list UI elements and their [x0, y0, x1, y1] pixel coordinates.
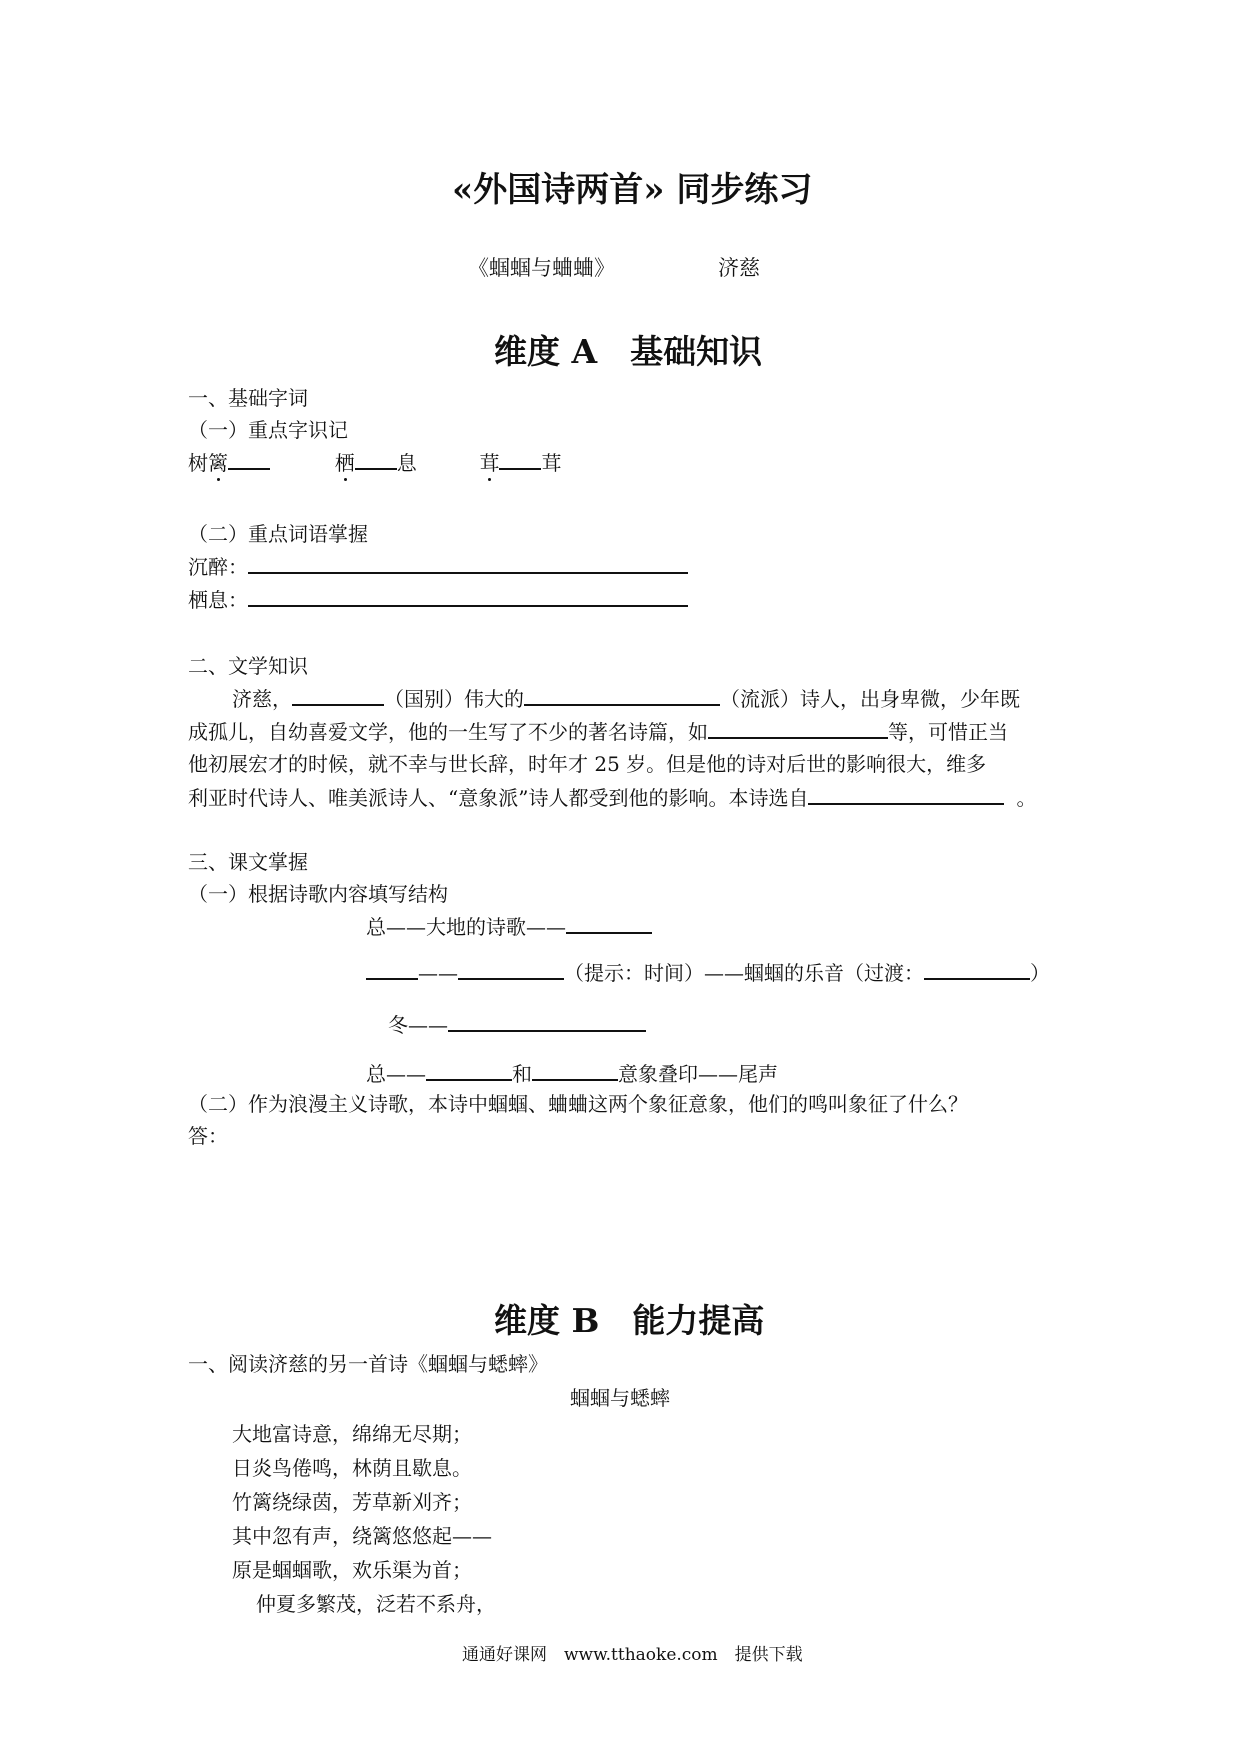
poem-line: 其中忽有声，绕篱悠悠起——: [232, 1524, 492, 1548]
blank-country[interactable]: [292, 682, 384, 706]
text-close-paren: ）: [1030, 961, 1050, 985]
char-xi: 息: [396, 451, 417, 475]
structure-line-1: [366, 910, 652, 943]
text-winter: 冬——: [388, 1013, 448, 1037]
poem-title: 蝈蝈与蟋蟀: [570, 1386, 670, 1410]
blank-school[interactable]: [524, 682, 720, 706]
text-selected-from: 利亚时代诗人、唯美派诗人、“意象派”诗人都受到他的影响。本诗选自: [188, 786, 809, 810]
text-famous-works: 成孤儿，自幼喜爱文学，他的一生写了不少的著名诗篇，如: [188, 720, 708, 744]
page-footer: 通通好课网 www.tthaoke.com 提供下载: [462, 1645, 803, 1665]
char-rong: 茸: [541, 451, 562, 475]
literary-line-1: [232, 682, 1020, 715]
blank-structure-1[interactable]: [566, 910, 652, 934]
pinyin-blank-3[interactable]: [499, 446, 541, 470]
text-epilogue: 意象叠印——尾声: [618, 1062, 778, 1086]
text-period: 。: [1016, 786, 1037, 810]
subsection-key-characters: （一）重点字识记: [188, 418, 348, 442]
section-reading-poem: 一、阅读济慈的另一首诗《蝈蝈与蟋蟀》: [188, 1352, 548, 1376]
blank-works[interactable]: [708, 715, 888, 739]
dimension-b-heading: 维度 B 能力提高: [494, 1301, 765, 1340]
literary-line-3: 他初展宏才的时候，就不幸与世长辞，时年才 25 岁。但是他的诗对后世的影响很大，维多: [188, 752, 987, 776]
pinyin-blank-1[interactable]: [228, 446, 270, 470]
blank-structure-winter[interactable]: [448, 1008, 646, 1032]
blank-structure-2[interactable]: [366, 956, 418, 980]
text-earth-poetry: 总——大地的诗歌——: [366, 915, 566, 939]
blank-source[interactable]: [808, 781, 1004, 805]
word-qixi-label: 栖息：: [188, 588, 248, 612]
word-chenzui-label: 沉醉：: [188, 555, 248, 579]
subsection-key-words: （二）重点词语掌握: [188, 522, 368, 546]
subsection-structure: （一）根据诗歌内容填写结构: [188, 882, 448, 906]
poem-line: 日炎鸟倦鸣，林荫且歇息。: [232, 1456, 472, 1480]
poem-line: 竹篱绕绿茵，芳草新刈齐；: [232, 1490, 472, 1514]
text-dash: ——: [418, 961, 458, 985]
text-keats: 济慈，: [232, 687, 292, 711]
text-poet-origin: （流派）诗人，出身卑微，少年既: [720, 687, 1020, 711]
dimension-a-heading: 维度 A 基础知识: [494, 332, 763, 371]
structure-line-4: [366, 1057, 778, 1090]
char-qi-dotted: 栖: [334, 451, 355, 475]
word-row-qixi: [188, 583, 688, 616]
poem-line: 大地富诗意，绵绵无尽期；: [232, 1422, 472, 1446]
blank-structure-3[interactable]: [458, 956, 564, 980]
author-name: 济慈: [718, 256, 760, 280]
question-symbolism: （二）作为浪漫主义诗歌，本诗中蝈蝈、蛐蛐这两个象征意象，他们的鸣叫象征了什么？: [188, 1092, 968, 1116]
blank-image-2[interactable]: [532, 1057, 618, 1081]
literary-line-4: [188, 781, 1036, 814]
word-qixi-blank[interactable]: [248, 583, 688, 607]
pinyin-blank-2[interactable]: [355, 446, 397, 470]
section-text-mastery: 三、课文掌握: [188, 850, 308, 874]
char-shu: 树: [188, 451, 208, 475]
text-summary: 总——: [366, 1062, 426, 1086]
poem-line: 仲夏多繁茂，泛若不系舟，: [256, 1592, 496, 1616]
key-characters-row: [188, 446, 561, 479]
structure-line-2: [366, 956, 1050, 989]
answer-label: 答：: [188, 1124, 228, 1148]
page-title: «外国诗两首» 同步练习: [452, 170, 813, 210]
text-great: （国别）伟大的: [384, 687, 524, 711]
poem-subtitle: 《蝈蝈与蛐蛐》: [468, 256, 615, 280]
text-unfortunately: 等，可惜正当: [888, 720, 1008, 744]
char-rong-dotted: 茸: [479, 451, 500, 475]
word-row-chenzui: [188, 550, 688, 583]
text-and: 和: [512, 1062, 532, 1086]
text-hint-time: （提示：时间）——蝈蝈的乐音（过渡：: [564, 961, 924, 985]
section-basic-words: 一、基础字词: [188, 386, 308, 410]
literary-line-2: [188, 715, 1008, 748]
word-chenzui-blank[interactable]: [248, 550, 688, 574]
poem-line: 原是蝈蝈歌，欢乐渠为首；: [232, 1558, 472, 1582]
blank-transition[interactable]: [924, 956, 1030, 980]
structure-line-3: [388, 1008, 646, 1041]
section-literary-knowledge: 二、文学知识: [188, 654, 308, 678]
char-li-dotted: 篱: [208, 451, 228, 475]
blank-image-1[interactable]: [426, 1057, 512, 1081]
